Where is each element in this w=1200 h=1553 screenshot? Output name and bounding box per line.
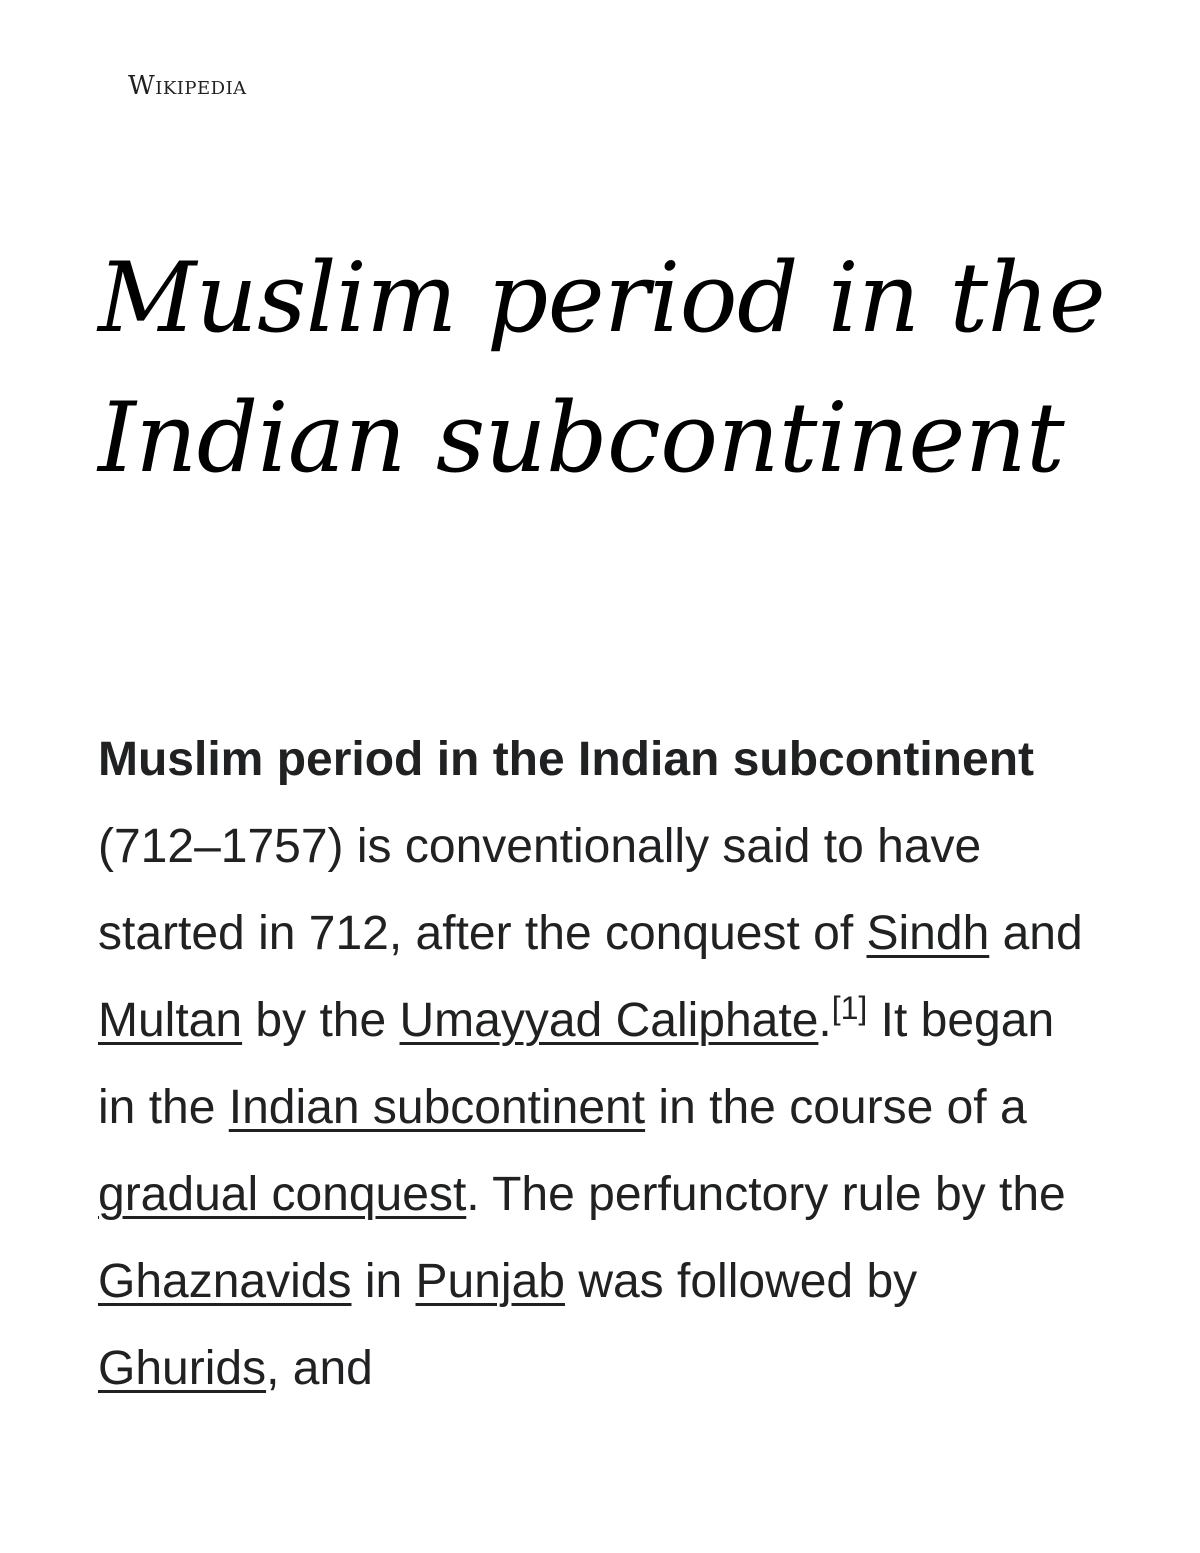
text-segment: It began in the [98,994,1055,1134]
link-ghaznavids[interactable]: Ghaznavids [98,1255,352,1308]
link-multan[interactable]: Multan [98,994,243,1047]
link-umayyad-caliphate[interactable]: Umayyad Caliphate [399,994,819,1047]
text-segment: and [989,907,1083,960]
text-segment: (712–1757) is conventionally said to have started in 712, after the conquest of [98,820,982,960]
link-punjab[interactable]: Punjab [415,1255,565,1308]
bold-term: Muslim period in the Indian subcontinent [98,733,1034,786]
text-segment: by the [242,994,400,1047]
link-ghurids[interactable]: Ghurids [98,1342,267,1395]
text-segment: was followed by [564,1255,918,1308]
link-sindh[interactable]: Sindh [866,907,990,960]
text-segment: in the course of a [645,1081,1027,1134]
link-indian-subcontinent[interactable]: Indian subcontinent [228,1081,646,1134]
page-title: Muslim period in the Indian subcontinent [98,242,1106,494]
link-gradual-conquest[interactable]: gradual conquest [98,1168,467,1221]
reference-1[interactable]: [1] [831,990,868,1026]
text-segment: . [818,994,832,1047]
text-segment: . The perfunctory rule by the [466,1168,1066,1221]
text-segment: , and [266,1342,373,1395]
wikipedia-wordmark[interactable]: Wikipedia [128,71,247,101]
article-intro-paragraph [98,716,1098,1412]
text-segment: in [351,1255,416,1308]
